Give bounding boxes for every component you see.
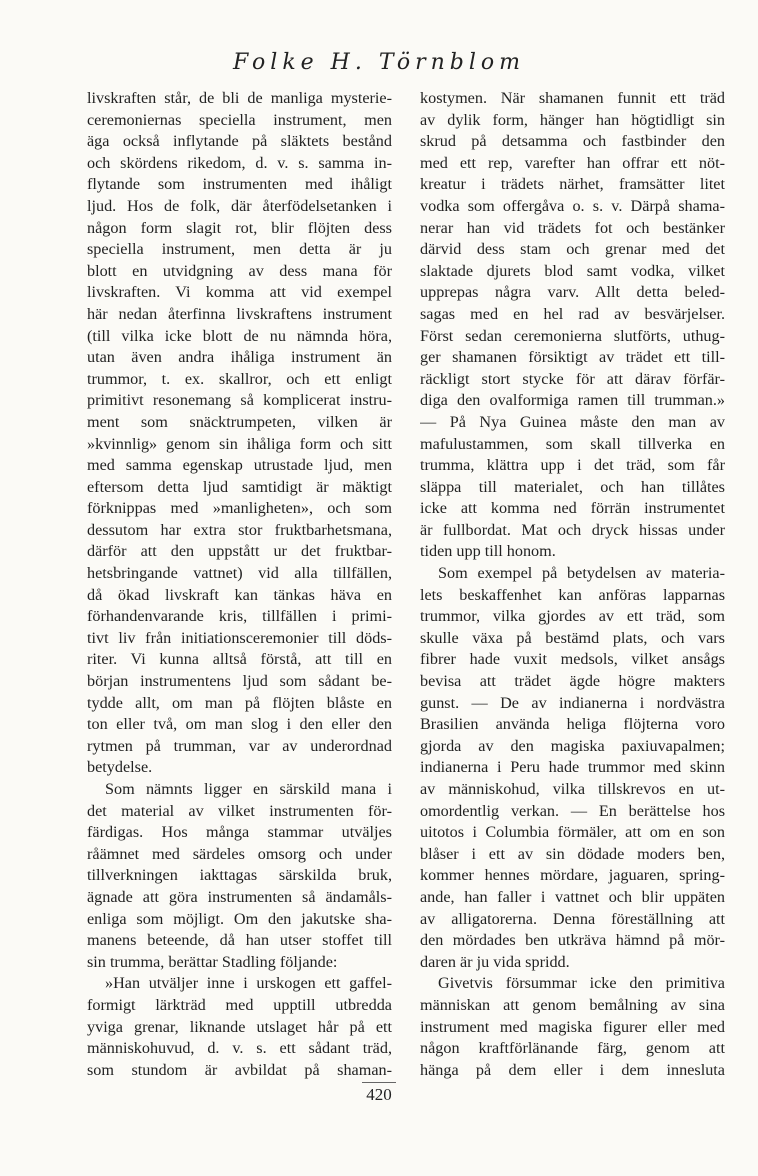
text-line: trummor, vilka gjordes av ett träd, som bbox=[420, 607, 725, 626]
text-line: räckligt stort stycke för att därav förfär- bbox=[420, 369, 725, 388]
text-line: hetsbringande vattnet) vid alla tillfällen, bbox=[87, 564, 392, 583]
text-line: ljud. Hos de folk, där återfödelsetanken i bbox=[87, 196, 392, 215]
text-line: enliga som möjligt. Om den jakutske sha- bbox=[87, 909, 392, 928]
text-line: färdigas. Hos många stammar utväljes bbox=[87, 823, 392, 842]
text-line: »Han utväljer inne i urskogen ett gaffel- bbox=[105, 974, 392, 993]
text-line: tillverkningen iakttagas särskilda bruk, bbox=[87, 866, 392, 885]
text-line: tivt liv från initiationsceremonier till döds- bbox=[87, 628, 392, 647]
text-line: nerar han vid trädets fot och bestänker bbox=[420, 218, 725, 237]
text-line: någon kraftförlänande färg, genom att bbox=[420, 1039, 725, 1058]
text-line: tiden upp till honom. bbox=[420, 542, 556, 561]
text-line: (till vilka icke blott de nu nämnda höra, bbox=[87, 326, 392, 345]
text-line: då ökad livskraft kan tänkas häva en bbox=[87, 585, 392, 604]
text-line: Som nämnts ligger en särskild mana i bbox=[105, 780, 392, 798]
text-line: kreatur i trädets närhet, framsätter litet bbox=[420, 175, 725, 194]
text-line: början instrumentens ljud som sådant be- bbox=[87, 672, 392, 691]
text-line: eftersom detta ljud samtidigt är mäktigt bbox=[87, 477, 392, 496]
text-line: förknippas med »manligheten», och som bbox=[87, 499, 392, 518]
text-line: någon form slagit rot, blir flöjten dess bbox=[87, 218, 392, 237]
text-line: med samma egenskap utrustade ljud, men bbox=[87, 456, 392, 475]
running-header: Folke H. Törnblom bbox=[233, 50, 525, 75]
text-line: betydelse. bbox=[87, 758, 153, 777]
text-line: mafulustammen, som skall tillverka en bbox=[420, 434, 725, 453]
text-line: ande, han faller i vattnet och blir uppäten bbox=[420, 887, 725, 906]
text-line: dessutom har extra stor fruktbarhetsmana, bbox=[87, 520, 392, 539]
text-line: lets beskaffenhet kan anföras lapparnas bbox=[420, 585, 725, 604]
text-line: flytande som instrumenten med ihåligt bbox=[87, 175, 392, 194]
text-line: daren är ju vida spridd. bbox=[420, 952, 570, 971]
text-line: Först sedan ceremonierna slutförts, uthug- bbox=[420, 326, 725, 345]
text-line: icke att komma ned förrän instrumentet bbox=[420, 499, 725, 518]
text-line: kommer hennes mördare, jaguaren, spring- bbox=[420, 866, 725, 885]
text-line: uitotos i Columbia förmäler, att om en son bbox=[420, 823, 725, 842]
text-line: är fullbordat. Mat och dryck hissas under bbox=[420, 520, 725, 539]
text-line: yviga grenar, liknande utslaget hår på ett bbox=[87, 1017, 392, 1036]
text-line: med ett rep, varefter han offrar ett nöt- bbox=[420, 153, 725, 172]
text-line: som stundom är avbildat på shaman- bbox=[87, 1060, 392, 1079]
text-line: äga också inflytande på släktets bestånd bbox=[87, 132, 392, 151]
text-line: här nedan återfinna livskraftens instrument bbox=[87, 304, 392, 323]
text-line: förhandenvarande kris, tillfällen i primi- bbox=[87, 607, 392, 626]
text-line: primitivt resonemang så komplicerat instru- bbox=[87, 391, 392, 410]
text-line: blåser i ett av sin dödade moders ben, bbox=[420, 844, 725, 863]
text-line: vodka som offergåva o. s. v. Därpå shama- bbox=[420, 196, 725, 215]
text-line: kostymen. När shamanen funnit ett träd bbox=[420, 89, 725, 107]
left-text-column bbox=[87, 88, 392, 1081]
text-line: den mördades ben utkräva hämnd på mör- bbox=[420, 931, 725, 950]
text-line: människan att genom bemålning av sina bbox=[420, 995, 725, 1014]
text-line: diga den ovalformiga ramen till trumman.» bbox=[420, 391, 725, 410]
text-line: sin trumma, berättar Stadling följande: bbox=[87, 952, 338, 971]
text-line: blott en utvidgning av dess mana för bbox=[87, 261, 392, 280]
text-line: släppa till materialet, och han tillåtes bbox=[420, 477, 725, 496]
text-line: gjorda av den magiska paxiuvapalmen; bbox=[420, 736, 725, 755]
text-line: livskraften. Vi komma att vid exempel bbox=[87, 283, 392, 302]
text-line: tydde allt, om man på flöjten blåste en bbox=[87, 693, 392, 712]
text-line: formigt lärkträd med upptill utbredda bbox=[87, 995, 392, 1014]
text-line: skulle växa på bestämd plats, och vars bbox=[420, 628, 725, 647]
text-line: därvid dess stam och grenar med det bbox=[420, 240, 725, 259]
text-line: ger shamanen försiktigt av trädet ett till- bbox=[420, 348, 725, 367]
text-line: rytmen på trumman, var av underordnad bbox=[87, 736, 392, 755]
text-line: sagas med en hel rad av besvärjelser. bbox=[420, 304, 725, 323]
text-line: av dylik form, hänger han högtidligt sin bbox=[420, 110, 725, 129]
text-line: speciella instrument, men detta är ju bbox=[87, 240, 392, 259]
text-line: råämnet med särdeles omsorg och under bbox=[87, 844, 392, 863]
text-line: människohuvud, d. v. s. ett sådant träd, bbox=[87, 1039, 392, 1058]
text-line: hänga på dem eller i dem innesluta bbox=[420, 1060, 725, 1079]
text-line: upprepas några varv. Allt detta beled- bbox=[420, 283, 725, 302]
text-line: av människohud, vilka tillskrevos en ut- bbox=[420, 780, 725, 798]
text-line: indianerna i Peru hade trummor med skinn bbox=[420, 758, 725, 777]
text-line: och skördens rikedom, d. v. s. samma in- bbox=[87, 153, 392, 172]
text-line: utan även andra ihåliga instrument än bbox=[87, 348, 392, 367]
text-line: ägnade att göra instrumenten så ändamåls- bbox=[87, 887, 392, 906]
text-line: fibrer hade vuxit medsols, vilket ansågs bbox=[420, 650, 725, 669]
text-line: det material av vilket instrumenten för- bbox=[87, 801, 392, 820]
text-line: trummor, t. ex. skallror, och ett enligt bbox=[87, 369, 392, 388]
text-line: Givetvis försummar icke den primitiva bbox=[438, 974, 725, 993]
page-number-rule bbox=[362, 1082, 396, 1083]
text-line: instrument med magiska figurer eller med bbox=[420, 1017, 725, 1036]
text-line: av alligatorerna. Denna föreställning att bbox=[420, 909, 725, 928]
text-line: omordentlig verkan. — En berättelse hos bbox=[420, 801, 725, 820]
text-line: trumma, klättra upp i det träd, som får bbox=[420, 456, 725, 475]
page-number-footer bbox=[0, 1082, 758, 1105]
text-line: ment som snäcktrumpeten, vilken är bbox=[87, 412, 392, 431]
text-line: bevisa att trädet ägde högre makters bbox=[420, 672, 725, 691]
text-line: ceremoniernas speciella instrument, men bbox=[87, 110, 392, 129]
text-line: riter. Vi kunna alltså förstå, att till en bbox=[87, 650, 392, 669]
text-line: skrud på detsamma och fastbinder den bbox=[420, 132, 725, 151]
text-line: — På Nya Guinea måste den man av bbox=[420, 412, 725, 431]
text-line: Brasilien använda heliga flöjterna voro bbox=[420, 715, 725, 734]
text-line: livskraften står, de bli de manliga mysterie- bbox=[87, 89, 392, 107]
page-number: 420 bbox=[366, 1085, 392, 1104]
text-line: manens beteende, då han utser stoffet till bbox=[87, 931, 392, 950]
text-line: slaktade djurets blod samt vodka, vilket bbox=[420, 261, 725, 280]
text-line: gunst. — De av indianerna i nordvästra bbox=[420, 693, 725, 712]
text-line: Som exempel på betydelsen av materia- bbox=[438, 564, 725, 583]
text-line: ton eller två, om man slog i den eller den bbox=[87, 715, 392, 734]
text-line: »kvinnlig» genom sin ihåliga form och sitt bbox=[87, 434, 392, 453]
right-text-column bbox=[420, 88, 725, 1081]
text-line: därför att den uppstått ur det fruktbar- bbox=[87, 542, 392, 561]
